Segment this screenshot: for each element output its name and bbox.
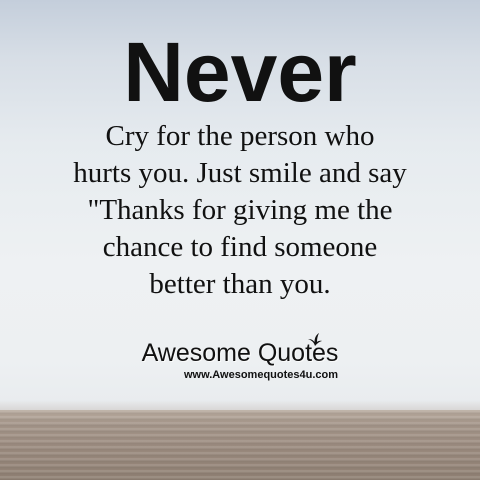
quote-line: hurts you. Just smile and say bbox=[73, 157, 407, 189]
sea-background bbox=[0, 410, 480, 480]
brand-block bbox=[0, 338, 480, 382]
brand-url: www.Awesomequotes4u.com bbox=[183, 369, 339, 381]
quote-line: chance to find someone bbox=[102, 231, 378, 263]
quote-line: "Thanks for giving me the bbox=[87, 194, 393, 226]
headline: Never bbox=[123, 25, 357, 119]
quote-text bbox=[30, 118, 450, 303]
quote-line: better than you. bbox=[149, 268, 331, 300]
brand-name: Awesome Quotes bbox=[141, 339, 339, 367]
quote-line: Cry for the person who bbox=[105, 120, 375, 152]
